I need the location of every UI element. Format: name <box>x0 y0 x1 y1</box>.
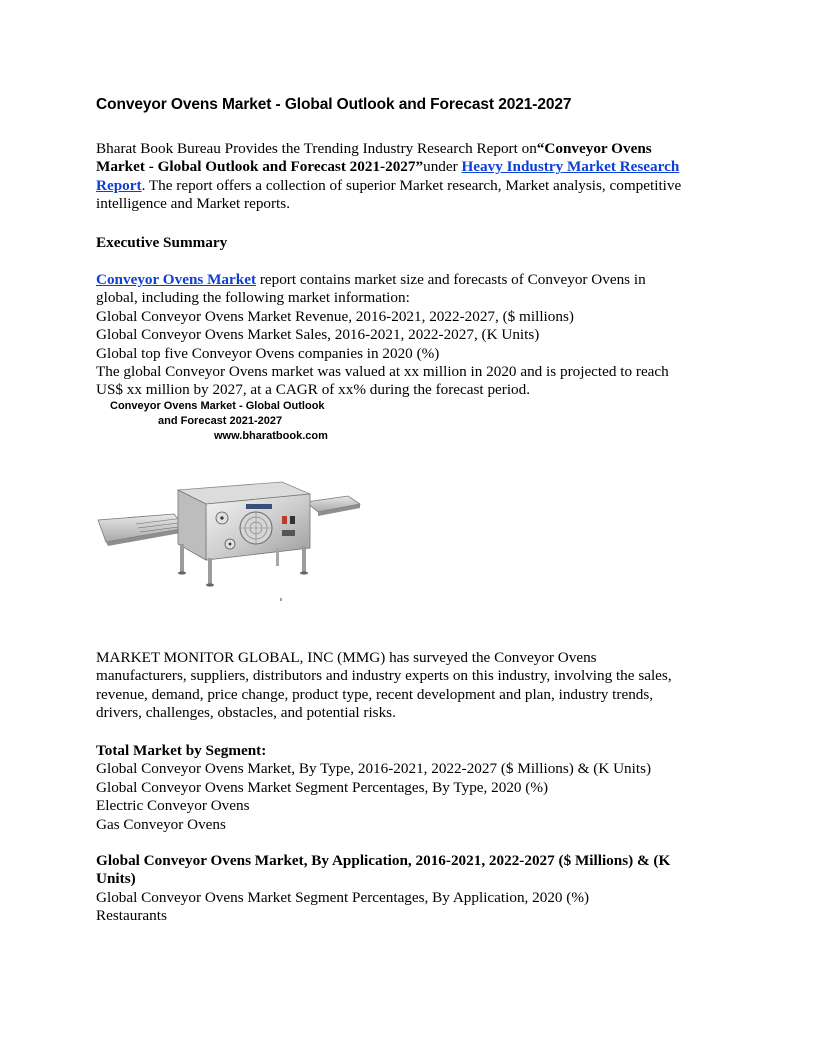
application-heading-line-1: Global Conveyor Ovens Market, By Application, 2016-2021, 2022-2027 ($ Millions) & (K <box>96 852 671 869</box>
mmg-line: revenue, demand, price change, product type, recent development and plan, industry trends, <box>96 685 654 703</box>
mmg-line: manufacturers, suppliers, distributors and industry experts on this industry, involving the sales, <box>96 667 672 685</box>
report-link[interactable]: Report <box>96 176 142 194</box>
intro-line-4: intelligence and Market reports. <box>96 195 290 213</box>
report-title-bold-1: “Conveyor Ovens <box>536 140 652 157</box>
conveyor-oven-illustration <box>96 398 376 608</box>
product-figure <box>96 398 376 608</box>
exec-heading-text: Executive Summary <box>96 234 228 251</box>
intro-line-2 <box>96 158 720 176</box>
figure-caption-line-2: and Forecast 2021-2027 <box>158 415 283 427</box>
exec-line: Global Conveyor Ovens Market Revenue, 2016-2021, 2022-2027, ($ millions) <box>96 307 574 325</box>
exec-line: The global Conveyor Ovens market was valued at xx million in 2020 and is projected to reach <box>96 363 669 381</box>
executive-summary-paragraph <box>96 271 720 400</box>
figure-caption-line-1: Conveyor Ovens Market - Global Outlook <box>110 400 325 412</box>
segment-line: Global Conveyor Ovens Market Segment Percentages, By Type, 2020 (%) <box>96 778 549 796</box>
application-line: Restaurants <box>96 907 167 925</box>
under-text: under <box>423 158 462 176</box>
page-title: Conveyor Ovens Market - Global Outlook and Forecast 2021-2027 <box>96 96 572 113</box>
executive-summary-heading <box>96 234 720 252</box>
mmg-line: drivers, challenges, obstacles, and potential risks. <box>96 704 396 722</box>
intro-paragraph <box>96 140 720 214</box>
exec-line: US$ xx million by 2027, at a CAGR of xx% during the forecast period. <box>96 381 531 399</box>
mmg-paragraph <box>96 649 720 723</box>
figure-caption-line-3: www.bharatbook.com <box>214 430 328 442</box>
segment-line: Global Conveyor Ovens Market, By Type, 2016-2021, 2022-2027 ($ Millions) & (K Units) <box>96 760 652 778</box>
intro-line-3 <box>96 177 720 195</box>
application-heading-line-2: Units) <box>96 870 136 888</box>
report-title-bold-2: Market - Global Outlook and Forecast 2021-2027” <box>96 158 424 176</box>
segment-heading: Total Market by Segment: <box>96 742 267 759</box>
exec-line: Global Conveyor Ovens Market Sales, 2016-2021, 2022-2027, (K Units) <box>96 326 540 344</box>
application-section <box>96 852 720 926</box>
intro-line-1 <box>96 140 720 158</box>
intro-after-link: . The report offers a collection of superior Market research, Market analysis, competitive <box>141 176 682 194</box>
mmg-line: MARKET MONITOR GLOBAL, INC (MMG) has surveyed the Conveyor Ovens <box>96 649 597 666</box>
exec-line-1 <box>96 271 720 289</box>
segment-section <box>96 742 720 834</box>
exec-link-after: report contains market size and forecasts of Conveyor Ovens in <box>256 271 646 288</box>
exec-line: Global top five Conveyor Ovens companies in 2020 (%) <box>96 344 440 362</box>
application-line: Global Conveyor Ovens Market Segment Percentages, By Application, 2020 (%) <box>96 888 590 906</box>
conveyor-ovens-market-link[interactable]: Conveyor Ovens Market <box>96 271 257 288</box>
intro-prefix: Bharat Book Bureau Provides the Trending Industry Research Report on <box>96 140 537 157</box>
exec-line: global, including the following market information: <box>96 289 410 307</box>
segment-line: Gas Conveyor Ovens <box>96 815 226 833</box>
heavy-industry-link[interactable]: Heavy Industry Market Research <box>461 158 680 176</box>
segment-line: Electric Conveyor Ovens <box>96 797 250 815</box>
